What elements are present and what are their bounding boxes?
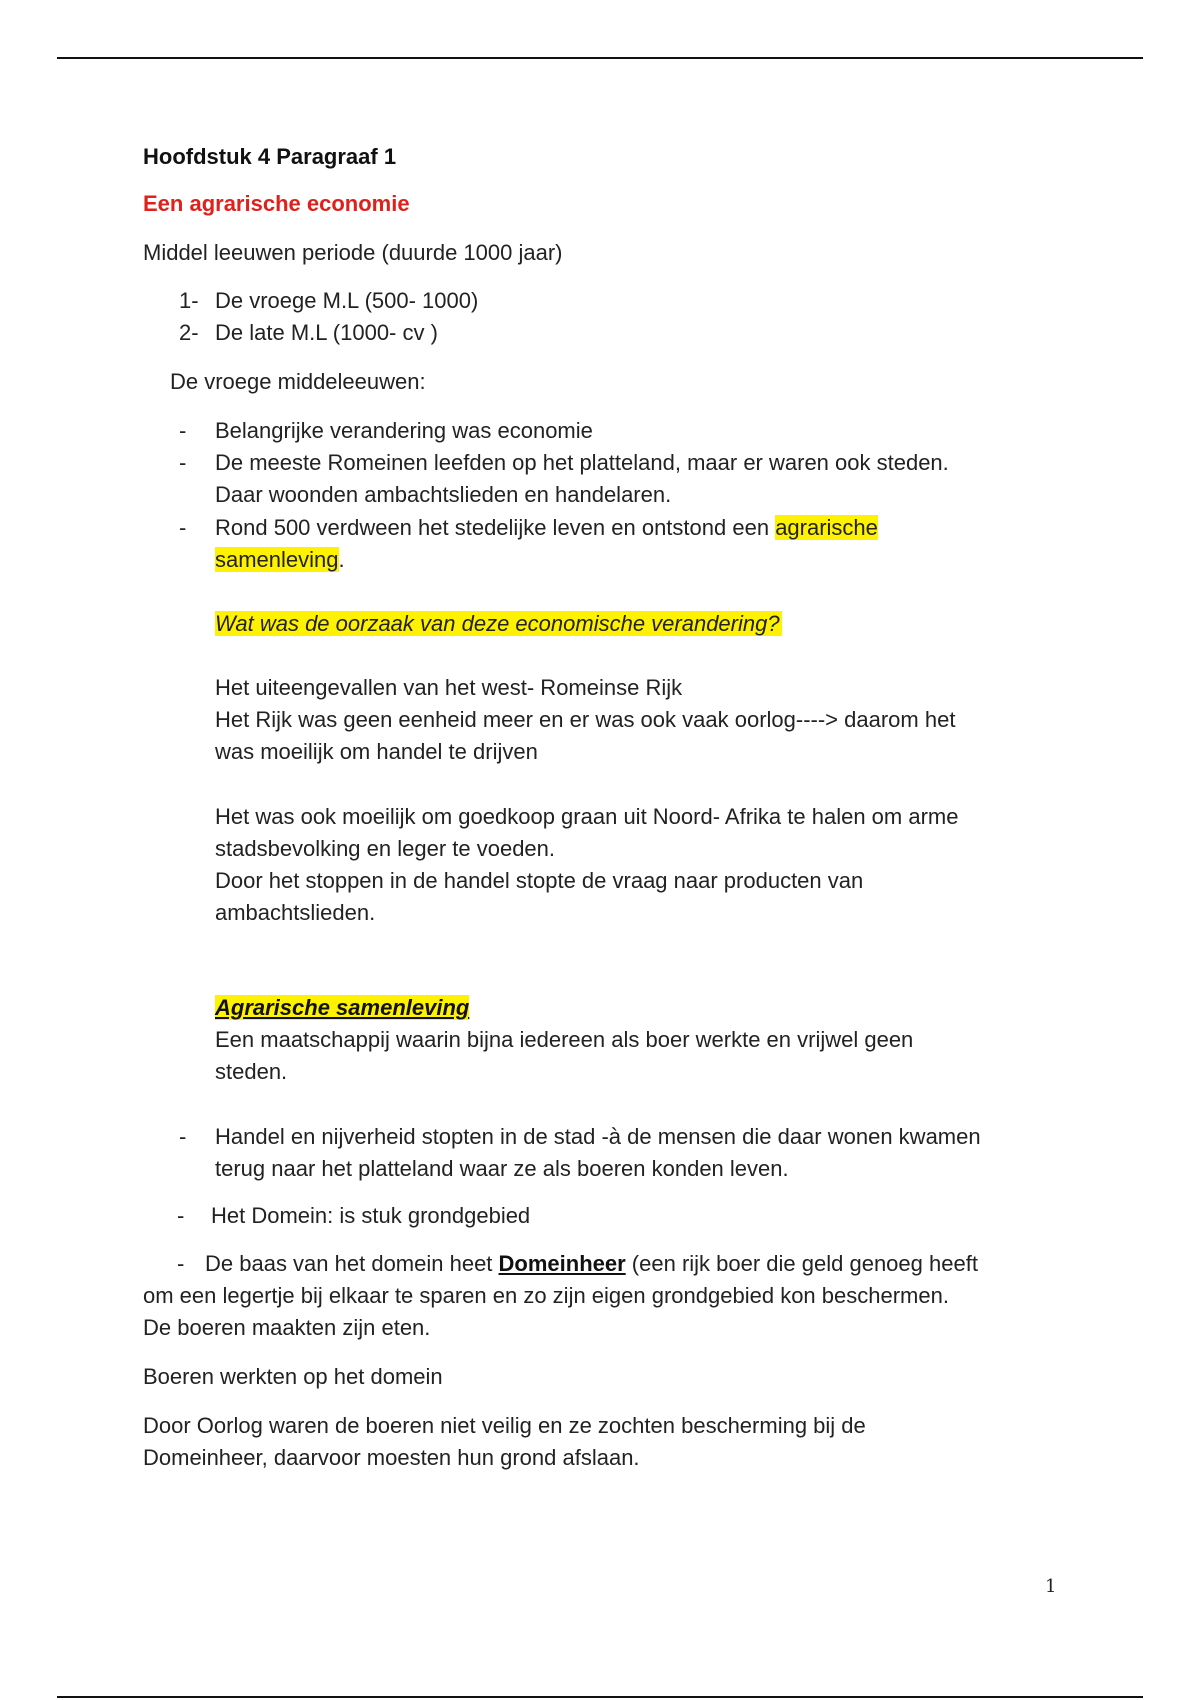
bullet-text: Handel en nijverheid stopten in de stad -à de mensen die daar wonen kwamen bbox=[215, 1124, 981, 1149]
paragraph-text-part: De baas van het domein heet bbox=[205, 1251, 499, 1276]
paragraph-line: Door Oorlog waren de boeren niet veilig en ze zochten bescherming bij de bbox=[143, 1413, 866, 1438]
bullet-text: De meeste Romeinen leefden op het platteland, maar er waren ook steden. bbox=[215, 450, 949, 475]
page-number: 1 bbox=[1045, 1576, 1057, 1597]
bullet-marker: - bbox=[179, 418, 187, 443]
bullet-text bbox=[215, 512, 878, 544]
highlighted-question: Wat was de oorzaak van deze economische verandering? bbox=[215, 611, 780, 636]
domeinheer-term: Domeinheer bbox=[498, 1251, 626, 1276]
bullet-marker: - bbox=[179, 450, 187, 475]
bullet-text-part: . bbox=[338, 547, 345, 572]
term-definition: Een maatschappij waarin bijna iedereen als boer werkte en vrijwel geen bbox=[215, 1027, 914, 1052]
answer-line: ambachtslieden. bbox=[215, 900, 376, 925]
term-heading-highlight: Agrarische samenleving bbox=[215, 995, 470, 1020]
list-item: De vroege M.L (500- 1000) bbox=[215, 288, 479, 313]
section-subtitle: Een agrarische economie bbox=[143, 191, 410, 216]
bullet-text bbox=[215, 544, 345, 576]
bottom-rule bbox=[57, 1696, 1143, 1698]
term-heading bbox=[215, 992, 469, 1024]
paragraph-line: Boeren werkten op het domein bbox=[143, 1364, 443, 1389]
answer-line: was moeilijk om handel te drijven bbox=[215, 739, 538, 764]
paragraph-line: om een legertje bij elkaar te sparen en zo zijn eigen grondgebied kon beschermen. bbox=[143, 1283, 949, 1308]
highlighted-term: agrarische bbox=[775, 515, 878, 540]
bullet-marker: - bbox=[179, 515, 187, 540]
highlighted-term: samenleving bbox=[215, 547, 339, 572]
bullet-marker: - bbox=[177, 1251, 185, 1276]
bullet-text: Daar woonden ambachtslieden en handelaren. bbox=[215, 482, 672, 507]
paragraph-line bbox=[205, 1248, 978, 1280]
answer-line: Door het stoppen in de handel stopte de vraag naar producten van bbox=[215, 868, 864, 893]
list-marker: 2- bbox=[179, 320, 199, 345]
intro-text: Middel leeuwen periode (duurde 1000 jaar) bbox=[143, 240, 563, 265]
paragraph-line: Domeinheer, daarvoor moesten hun grond afslaan. bbox=[143, 1445, 640, 1470]
section-heading: De vroege middeleeuwen: bbox=[170, 369, 426, 394]
bullet-text: Belangrijke verandering was economie bbox=[215, 418, 593, 443]
bullet-marker: - bbox=[179, 1124, 187, 1149]
paragraph-line: De boeren maakten zijn eten. bbox=[143, 1315, 431, 1340]
page-title: Hoofdstuk 4 Paragraaf 1 bbox=[143, 144, 397, 169]
answer-line: stadsbevolking en leger te voeden. bbox=[215, 836, 556, 861]
question-text bbox=[215, 608, 782, 640]
bullet-text-part: Rond 500 verdween het stedelijke leven en ontstond een bbox=[215, 515, 776, 540]
paragraph-text-part: (een rijk boer die geld genoeg heeft bbox=[625, 1251, 978, 1276]
answer-line: Het uiteengevallen van het west- Romeinse Rijk bbox=[215, 675, 683, 700]
term-definition: steden. bbox=[215, 1059, 288, 1084]
bullet-marker: - bbox=[177, 1203, 185, 1228]
bullet-text: terug naar het platteland waar ze als boeren konden leven. bbox=[215, 1156, 789, 1181]
top-rule bbox=[57, 57, 1143, 59]
answer-line: Het Rijk was geen eenheid meer en er was ook vaak oorlog----> daarom het bbox=[215, 707, 956, 732]
answer-line: Het was ook moeilijk om goedkoop graan uit Noord- Afrika te halen om arme bbox=[215, 804, 959, 829]
list-marker: 1- bbox=[179, 288, 199, 313]
list-item: De late M.L (1000- cv ) bbox=[215, 320, 438, 345]
bullet-text: Het Domein: is stuk grondgebied bbox=[211, 1203, 531, 1228]
